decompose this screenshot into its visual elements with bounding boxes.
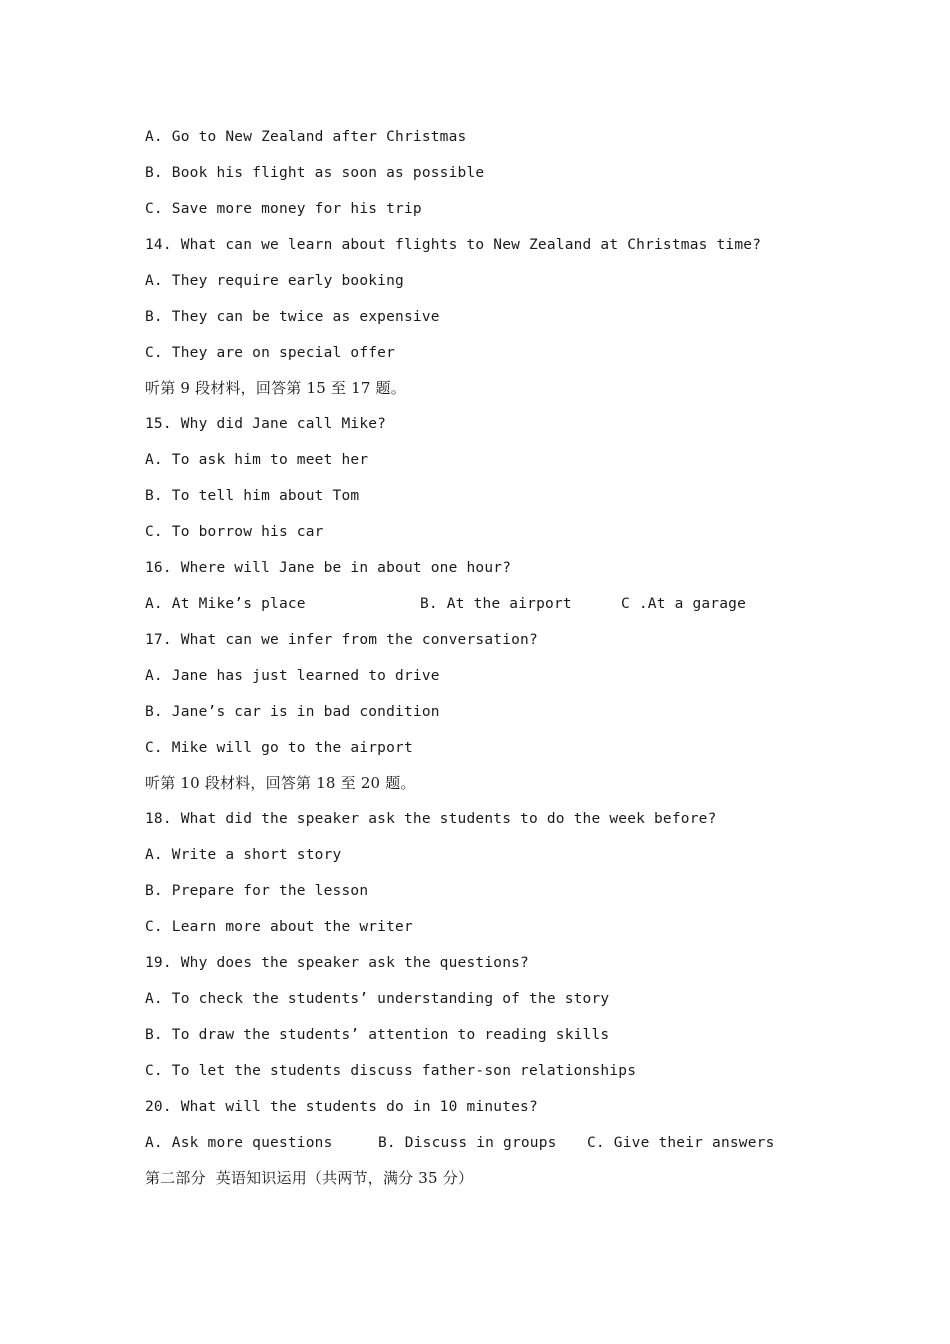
q18-option-b: B. Prepare for the lesson [145, 883, 369, 899]
q13-option-c: C. Save more money for his trip [145, 201, 422, 217]
question-14: 14. What can we learn about flights to New Zealand at Christmas time? [145, 237, 762, 253]
q16-option-c: C .At a garage [621, 596, 747, 612]
q17-option-b: B. Jane’s car is in bad condition [145, 704, 440, 720]
q14-option-a: A. They require early booking [145, 273, 404, 289]
q16-option-b: B. At the airport [420, 596, 572, 612]
part-two-heading: 第二部分 英语知识运用（共两节，满分 35 分） [145, 1169, 474, 1187]
q16-option-a: A. At Mike’s place [145, 596, 306, 612]
q20-option-c: C. Give their answers [587, 1135, 775, 1151]
q19-option-a: A. To check the students’ understanding of the story [145, 991, 610, 1007]
q20-options [145, 1133, 845, 1153]
q15-option-a: A. To ask him to meet her [145, 452, 369, 468]
question-20: 20. What will the students do in 10 minutes? [145, 1099, 538, 1115]
section-instruction-10: 听第 10 段材料，回答第 18 至 20 题。 [145, 774, 416, 792]
q17-option-c: C. Mike will go to the airport [145, 740, 413, 756]
q18-option-a: A. Write a short story [145, 847, 342, 863]
q13-option-a: A. Go to New Zealand after Christmas [145, 129, 467, 145]
q20-option-b: B. Discuss in groups [378, 1135, 557, 1151]
question-15: 15. Why did Jane call Mike? [145, 416, 387, 432]
q14-option-b: B. They can be twice as expensive [145, 309, 440, 325]
question-18: 18. What did the speaker ask the students to do the week before? [145, 811, 717, 827]
q16-options [145, 594, 845, 614]
q15-option-c: C. To borrow his car [145, 524, 324, 540]
question-16: 16. Where will Jane be in about one hour? [145, 560, 512, 576]
q13-option-b: B. Book his flight as soon as possible [145, 165, 485, 181]
q17-option-a: A. Jane has just learned to drive [145, 668, 440, 684]
q15-option-b: B. To tell him about Tom [145, 488, 360, 504]
question-17: 17. What can we infer from the conversation? [145, 632, 538, 648]
section-instruction-9: 听第 9 段材料，回答第 15 至 17 题。 [145, 379, 406, 397]
q14-option-c: C. They are on special offer [145, 345, 396, 361]
question-19: 19. Why does the speaker ask the questions? [145, 955, 529, 971]
q20-option-a: A. Ask more questions [145, 1135, 333, 1151]
q19-option-c: C. To let the students discuss father-son relationships [145, 1063, 637, 1079]
q19-option-b: B. To draw the students’ attention to reading skills [145, 1027, 610, 1043]
q18-option-c: C. Learn more about the writer [145, 919, 413, 935]
